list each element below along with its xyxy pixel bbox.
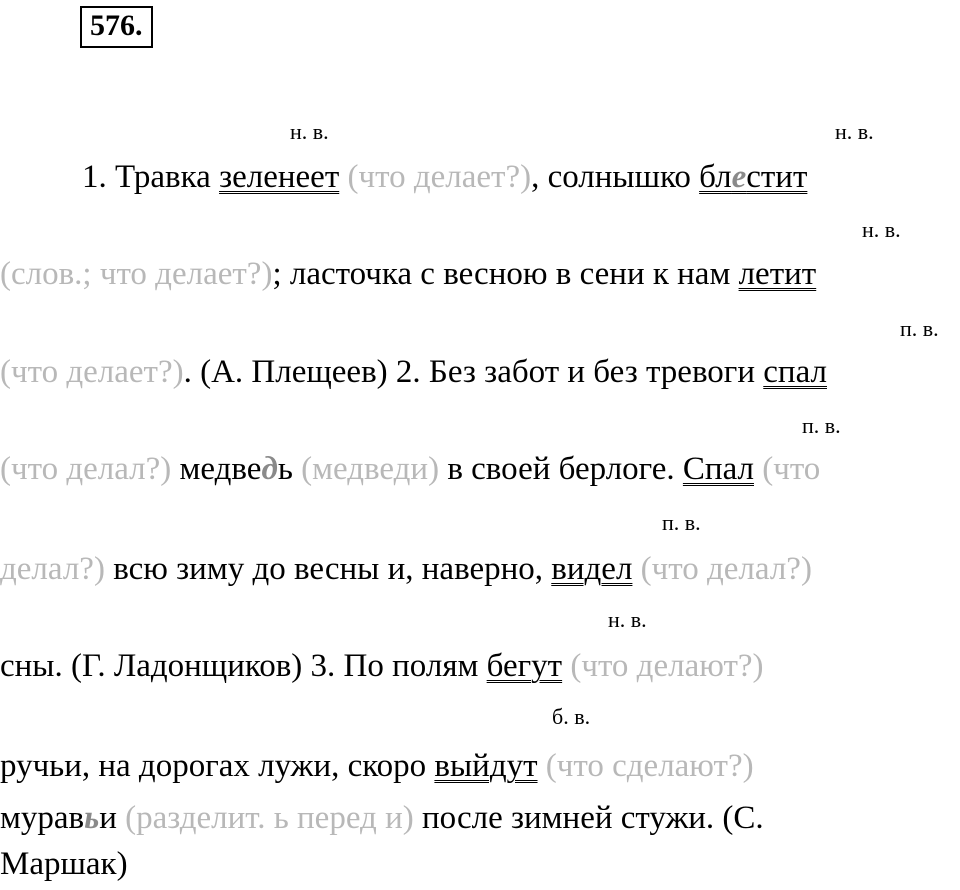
text-line-2 (0, 254, 816, 294)
text: 1. Травка (82, 159, 220, 195)
verb: Спал (682, 451, 754, 487)
verb: выйдут (434, 748, 538, 784)
tense-label: н. в. (835, 119, 874, 144)
question: (что делает?) (339, 159, 532, 195)
tense-label: п. в. (662, 510, 701, 535)
text-line-9 (0, 844, 128, 884)
verb: зеленеет (219, 159, 340, 195)
text: Маршак) (0, 846, 128, 882)
highlight-letter: ь (84, 800, 100, 836)
highlight-letter: е (731, 159, 747, 195)
verb: видел (551, 551, 633, 587)
question: (что делают?) (562, 648, 764, 684)
text: в своей берлоге. (439, 451, 683, 487)
text-line-8 (0, 798, 764, 838)
text: после зимней стужи. (С. (413, 800, 764, 836)
verb: бегут (486, 648, 563, 684)
question: (слов.; что делает?) (0, 256, 273, 292)
question: (что сделают?) (537, 748, 754, 784)
question: (что делает?) (0, 354, 184, 390)
text-line-7 (0, 746, 754, 786)
tense-label: п. в. (900, 316, 939, 341)
text: , солнышко (531, 159, 700, 195)
check-letter: д (393, 451, 411, 487)
text: мурав (0, 800, 85, 836)
exercise-number: 576. (80, 6, 153, 48)
text: . (А. Плещеев) 2. Без забот и без тревоги (183, 354, 764, 390)
text-line-5 (0, 549, 812, 589)
tense-label: б. в. (552, 704, 591, 729)
verb-part: стит (746, 159, 808, 195)
text-line-6 (0, 646, 764, 686)
text-line-1 (82, 157, 807, 197)
text: медве (171, 451, 262, 487)
text-line-4 (0, 449, 820, 489)
tense-label: н. в. (290, 119, 329, 144)
question: (что (753, 451, 821, 487)
check-word: (медве (292, 451, 394, 487)
tense-label: н. в. (608, 607, 647, 632)
note: (разделит. ь перед и) (116, 800, 414, 836)
text: ; ласточка с весною в сени к нам (272, 256, 739, 292)
check-word: и) (410, 451, 440, 487)
text: сны. (Г. Ладонщиков) 3. По полям (0, 648, 487, 684)
question: делал?) (0, 551, 105, 587)
verb (699, 159, 807, 195)
text: ь (277, 451, 293, 487)
verb-part: бл (699, 159, 732, 195)
text: всю зиму до весны и, наверно, (104, 551, 552, 587)
tense-label: п. в. (802, 413, 841, 438)
text-line-3 (0, 352, 827, 392)
tense-label: н. в. (862, 217, 901, 242)
text: и (99, 800, 117, 836)
verb: летит (738, 256, 817, 292)
question: (что делал?) (0, 451, 172, 487)
text: ручьи, на дорогах лужи, скоро (0, 748, 435, 784)
highlight-letter: д (261, 451, 278, 487)
question: (что делал?) (632, 551, 812, 587)
verb: спал (763, 354, 827, 390)
